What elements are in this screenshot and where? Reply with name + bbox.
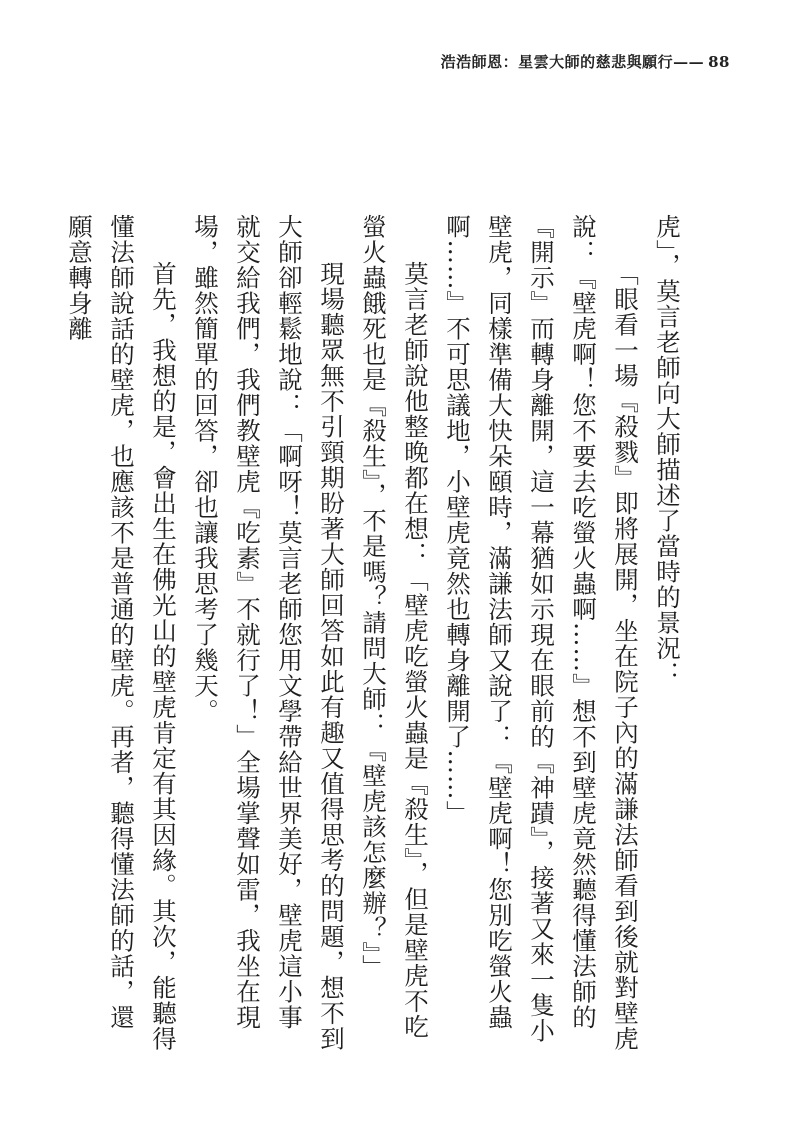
- paragraph-4: 現場聽眾無不引頸期盼著大師回答如此有趣又值得思考的問題，想不到大師卻輕鬆地說：「啊呀！莫言老師您用文學帶給世界美好，壁虎這小事就交給我們，我們教壁虎『吃素』不就行了！」全場掌聲如雷，我坐在現場，雖然簡單的回答，卻也讓我思考了幾天。: [191, 214, 346, 1052]
- book-title: 浩浩師恩：星雲大師的慈悲與願行: [440, 53, 674, 71]
- paragraph-5: 首先，我想的是，會出生在佛光山的壁虎肯定有其因緣。其次，能聽得懂法師說話的壁虎，也應該不是普通的壁虎。再者，聽得懂法師的話，還願意轉身離: [65, 214, 178, 1052]
- page-number: 88: [708, 53, 730, 71]
- paragraph-1: 虎」，莫言老師向大師描述了當時的景況：: [653, 214, 682, 687]
- vertical-body-text: [65, 214, 688, 1054]
- paragraph-3: 莫言老師說他整晚都在想：「壁虎吃螢火蟲是『殺生』，但是壁虎不吃螢火蟲餓死也是『殺生』，不是嗎？請問大師：『壁虎該怎麼辦？』」: [359, 214, 430, 1039]
- running-header: [441, 51, 730, 72]
- paragraph-2: 「眼看一場『殺戮』即將展開，坐在院子內的滿謙法師看到後就對壁虎說：『壁虎啊！您不要去吃螢火蟲啊……』想不到壁虎竟然聽得懂法師的『開示』而轉身離開，這一幕猶如示現在眼前的『神蹟』，接著又來一隻小壁虎，同樣準備大快朵頤時，滿謙法師又說了：『壁虎啊！您別吃螢火蟲啊……』不可思議地，小壁虎竟然也轉身離開了……」: [443, 214, 640, 1052]
- title-dash: ——: [673, 53, 705, 71]
